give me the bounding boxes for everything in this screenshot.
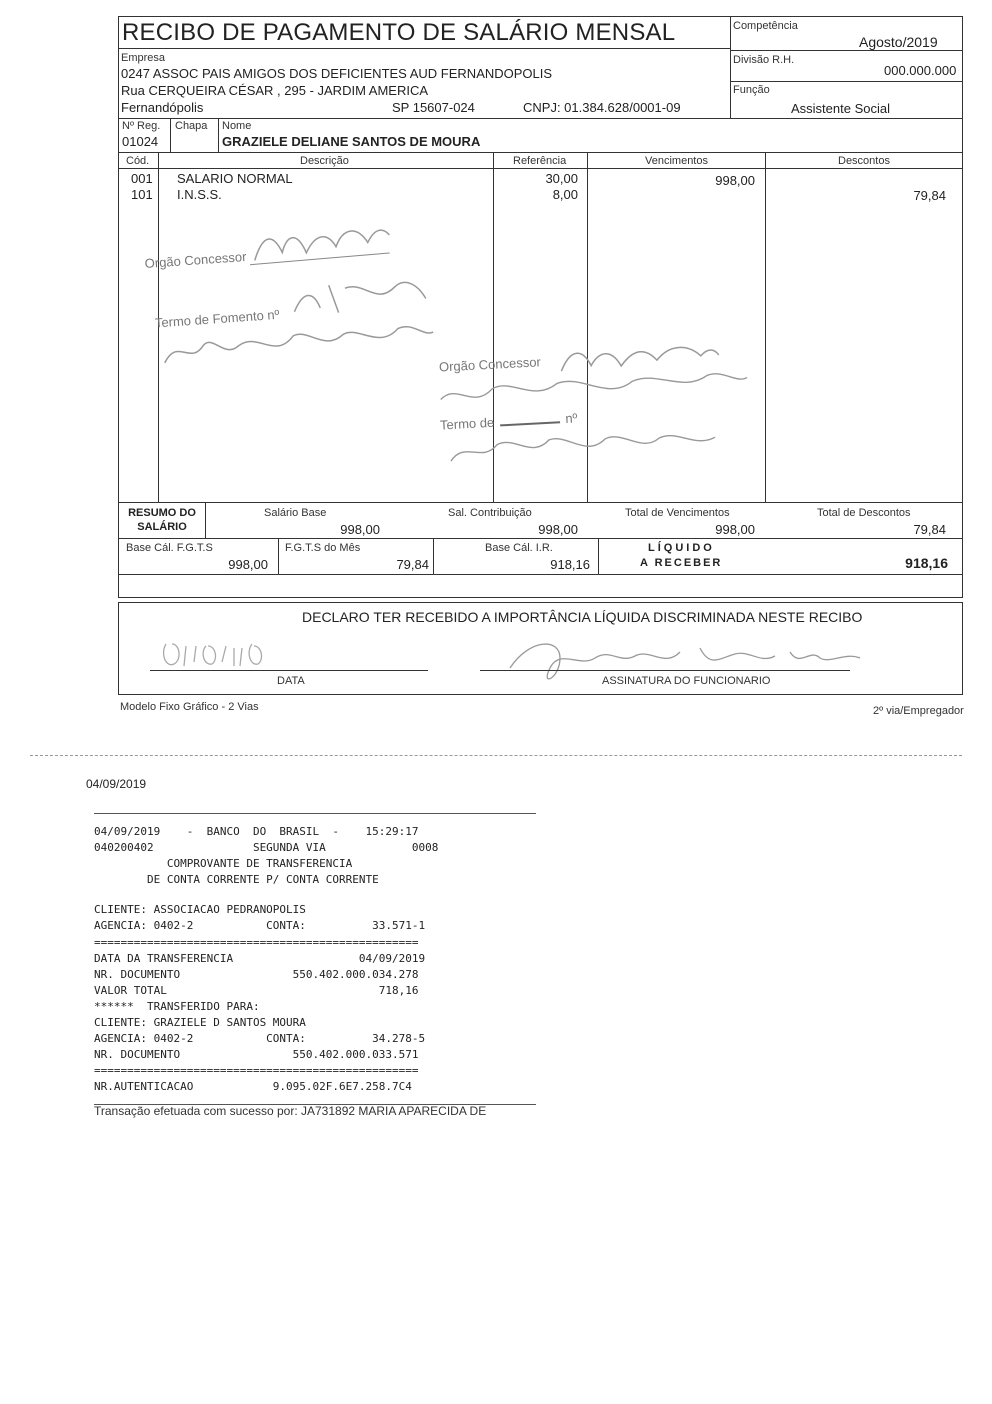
base-ir-value: 918,16 [550,557,590,572]
row-cod: 101 [131,187,153,202]
row-descontos: 79,84 [913,188,946,203]
transfer-line: ****** TRANSFERIDO PARA: [94,999,260,1013]
resumo-bottom-line [118,538,963,539]
transfer-line: VALOR TOTAL 718,16 [94,983,419,997]
transfer-line: NR. DOCUMENTO 550.402.000.033.571 [94,1048,419,1062]
col-ref-header: Referência [513,155,567,167]
transfer-line: AGENCIA: 0402-2 CONTA: 33.571-1 [94,919,426,933]
table-header-line [118,168,963,169]
salario-base-value: 998,00 [340,522,380,537]
divisao-label: Divisão R.H. [733,54,795,66]
total-venc-value: 998,00 [715,522,755,537]
chapa-label: Chapa [175,120,208,132]
chapa-divider [218,118,219,152]
liquido-label-2: A RECEBER [640,557,723,569]
row-cod: 001 [131,171,153,186]
transfer-line [94,888,438,902]
footer-left: Modelo Fixo Gráfico - 2 Vias [120,701,259,713]
transfer-line: CLIENTE: ASSOCIACAO PEDRANOPOLIS [94,903,306,917]
competencia-label: Competência [733,20,798,32]
nome-label: Nome [222,120,252,132]
fgts-mes-divider [433,538,434,574]
fgts-mes-value: 79,84 [396,557,429,572]
nreg-label: Nº Reg. [122,120,161,132]
stamp-1-termo-label: Termo de Fomento nº [154,306,280,331]
ir-divider [598,538,599,574]
empresa-name: 0247 ASSOC PAIS AMIGOS DOS DEFICIENTES AUD FERNANDOPOLIS [121,66,553,81]
cut-line [30,755,962,756]
transfer-line: NR. DOCUMENTO 550.402.000.034.278 [94,967,419,981]
transfer-line: CLIENTE: GRAZIELE D SANTOS MOURA [94,1016,306,1030]
stamp-1-orgao-label: Orgão Concessor [144,248,247,272]
row-desc: SALARIO NORMAL [177,171,293,186]
empresa-divider [118,118,963,119]
city: Fernandópolis [121,100,204,115]
fgts-mes-label: F.G.T.S do Mês [285,542,361,554]
base-fgts-label: Base Cál. F.G.T.S [126,542,213,554]
resumo-label: RESUMO DO SALÁRIO [128,507,196,533]
stamp-1-number-handwriting [284,262,437,322]
date-label: DATA [277,675,305,687]
base-fgts-value: 998,00 [228,557,268,572]
competencia-divider [730,50,963,51]
transfer-line: NR.AUTENTICACAO 9.095.02F.6E7.258.7C4 [94,1080,412,1094]
state-cep: SP 15607-024 [392,100,475,115]
transfer-lines [94,824,438,1096]
transfer-success-text: Transação efetuada com sucesso por: JA731892 MARIA APARECIDA DE [94,1104,487,1118]
col-desc-header-2: Descontos [838,155,890,167]
sal-contrib-label: Sal. Contribuição [448,507,532,519]
sal-contrib-value: 998,00 [538,522,578,537]
col-cod-header: Cód. [126,155,150,167]
funcao-label: Função [733,84,770,96]
receipt-title: RECIBO DE PAGAMENTO DE SALÁRIO MENSAL [122,19,676,46]
liquido-value: 918,16 [905,555,948,571]
total-venc-label: Total de Vencimentos [625,507,730,519]
stamp-1-handwriting [242,215,395,267]
resumo-divider [205,502,206,538]
divisao-value: 000.000.000 [884,63,957,78]
total-desc-label: Total de Descontos [817,507,911,519]
signature-line [480,670,850,671]
transfer-line: COMPROVANTE DE TRANSFERENCIA [94,857,353,871]
nome-value: GRAZIELE DELIANE SANTOS DE MOURA [222,134,481,149]
title-underline [118,48,730,49]
signature-label: ASSINATURA DO FUNCIONARIO [602,675,771,687]
stamp-orgao-concessor-2 [430,331,756,478]
transfer-date-header: 04/09/2019 [86,777,147,791]
base-ir-label: Base Cál. I.R. [485,542,553,554]
liquido-bottom-line [118,574,963,575]
transfer-top-line [94,813,536,814]
stamp-2-orgao-label: Orgão Concessor [438,354,542,375]
divisao-divider [730,81,963,82]
funcao-value: Assistente Social [791,101,890,116]
date-line [150,670,428,671]
salario-base-label: Salário Base [264,507,327,519]
total-desc-value: 79,84 [913,522,946,537]
transfer-line: 04/09/2019 - BANCO DO BRASIL - 15:29:17 [94,825,419,838]
transfer-line: DATA DA TRANSFERENCIA 04/09/2019 [94,951,426,965]
transfer-line: DE CONTA CORRENTE P/ CONTA CORRENTE [94,873,379,887]
row-venc: 998,00 [715,173,755,188]
table-bottom-line [118,502,963,503]
footer-right: 2º via/Empregador [873,705,964,717]
transfer-line: 040200402 SEGUNDA VIA 0008 [94,841,439,855]
transfer-line: ================================================= [94,1064,419,1078]
reg-divider [170,118,171,152]
col-venc-divider [765,152,766,502]
name-divider [118,152,963,153]
declaration-text: DECLARO TER RECEBIDO A IMPORTÂNCIA LÍQUIDA DISCRIMINADA NESTE RECIBO [302,609,863,625]
row-desc: I.N.S.S. [177,187,222,202]
stamp-orgao-concessor-1 [130,204,440,375]
liquido-label-1: LÍQUIDO [648,542,715,554]
header-divider [730,16,731,118]
transfer-line: AGENCIA: 0402-2 CONTA: 34.278-5 [94,1032,426,1046]
empresa-label: Empresa [121,52,166,64]
cnpj: CNPJ: 01.384.628/0001-09 [523,100,681,115]
stamp-2-termo-b: nº [564,410,578,427]
col-venc-header: Vencimentos [645,155,708,167]
fgts-divider [278,538,279,574]
stamp-2-crossed-word [500,421,560,426]
nreg-value: 01024 [122,134,159,149]
col-desc-header: Descrição [300,155,349,167]
row-ref: 30,00 [545,171,578,186]
competencia-value: Agosto/2019 [859,34,938,50]
stamp-2-termo-a: Termo de [439,414,495,433]
employee-signature [500,628,870,698]
row-ref: 8,00 [552,187,578,202]
transfer-line: ================================================= [94,935,419,949]
address: Rua CERQUEIRA CÉSAR , 295 - JARDIM AMERICA [121,83,429,98]
date-handwriting [160,634,320,674]
